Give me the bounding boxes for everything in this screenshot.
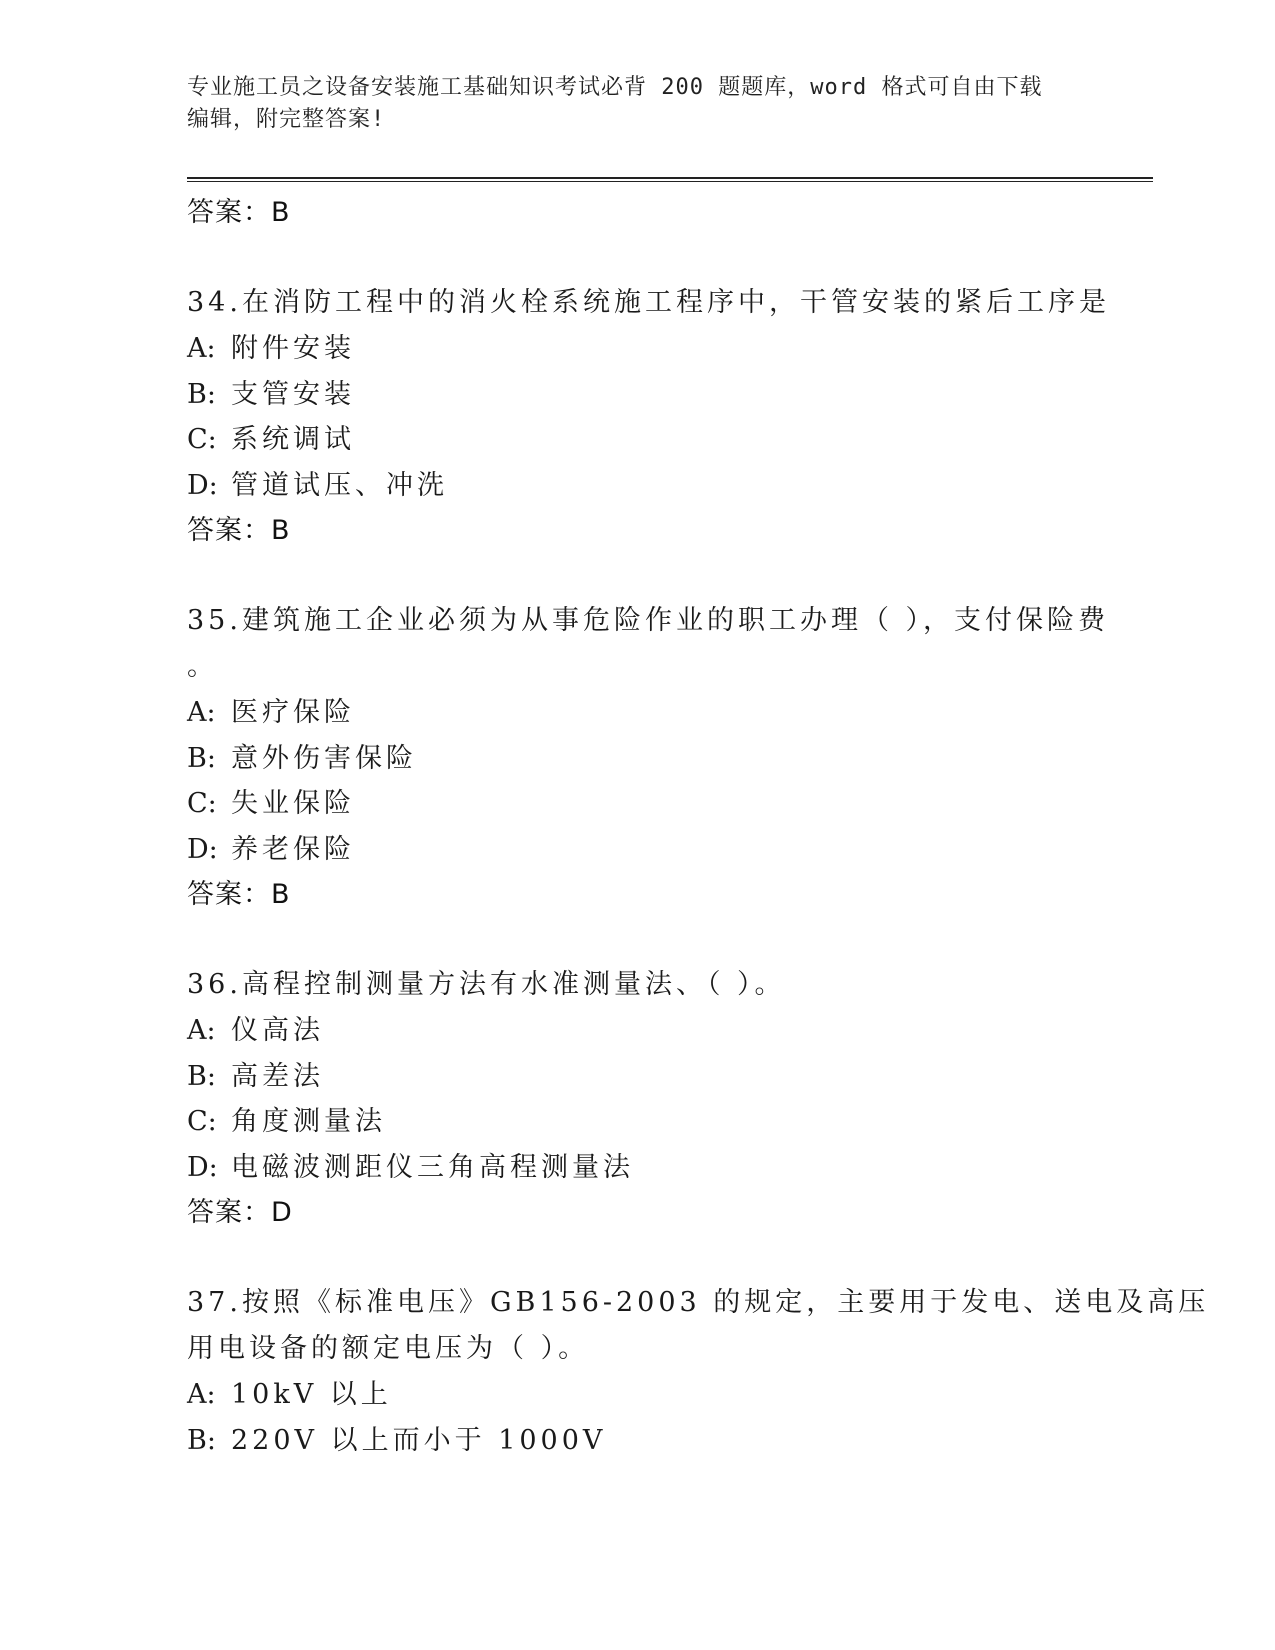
option-c	[187, 417, 1087, 463]
question-34	[187, 280, 1110, 554]
option-key: C:	[187, 424, 217, 455]
option-text: 电磁波测距仪三角高程测量法	[231, 1151, 634, 1183]
option-text: 仪高法	[231, 1015, 324, 1046]
option-text: 系统调试	[231, 424, 355, 455]
option-key: B:	[187, 742, 216, 774]
question-36	[187, 962, 1087, 1236]
option-c	[187, 781, 1087, 827]
header-divider	[187, 177, 1153, 182]
answer-line: 答案：B	[187, 515, 291, 546]
option-key: B:	[187, 1060, 216, 1092]
option-text: 附件安装	[231, 333, 355, 364]
question-stem-continued: 。	[187, 651, 218, 682]
page-header	[187, 72, 1067, 136]
header-title-line-1: 专业施工员之设备安装施工基础知识考试必背 200 题题库，word 格式可自由下载	[187, 75, 1043, 100]
option-key: A:	[187, 697, 216, 728]
option-a	[187, 1008, 1087, 1054]
option-a	[187, 1372, 1087, 1418]
option-d	[187, 827, 1087, 873]
option-b	[187, 736, 1087, 782]
answer-line: 答案：B	[187, 197, 291, 228]
option-text: 失业保险	[231, 788, 355, 819]
option-text: 角度测量法	[231, 1106, 386, 1137]
option-b	[187, 372, 1087, 418]
question-35	[187, 598, 1110, 918]
option-key: C:	[187, 788, 217, 819]
option-text: 支管安装	[231, 378, 355, 410]
question-stem: 36.高程控制测量方法有水准测量法、（ ）。	[187, 969, 786, 1000]
option-key: A:	[187, 1015, 216, 1046]
question-list	[187, 190, 1210, 1463]
option-text: 意外伤害保险	[231, 742, 417, 774]
option-text: 220V 以上而小于 1000V	[231, 1424, 607, 1456]
option-b	[187, 1054, 1087, 1100]
option-key: B:	[187, 378, 216, 410]
option-key: B:	[187, 1424, 216, 1456]
option-text: 10kV 以上	[231, 1379, 392, 1410]
option-key: C:	[187, 1106, 217, 1137]
question-stem: 35.建筑施工企业必须为从事危险作业的职工办理（ ），支付保险费	[187, 605, 1110, 636]
option-text: 高差法	[231, 1060, 324, 1092]
option-key: A:	[187, 333, 216, 364]
option-a	[187, 326, 1087, 372]
question-37	[187, 1280, 1210, 1463]
option-a	[187, 690, 1087, 736]
answer-line: 答案：B	[187, 879, 291, 910]
option-text: 管道试压、冲洗	[231, 469, 448, 501]
option-key: D:	[187, 469, 218, 501]
option-c	[187, 1099, 1087, 1145]
question-stem: 37.按照《标准电压》GB156-2003 的规定，主要用于发电、送电及高压	[187, 1287, 1210, 1318]
option-d	[187, 463, 1087, 509]
option-key: A:	[187, 1379, 216, 1410]
option-text: 医疗保险	[231, 697, 355, 728]
option-text: 养老保险	[231, 833, 355, 865]
option-key: D:	[187, 1151, 218, 1183]
option-b	[187, 1418, 1087, 1464]
option-key: D:	[187, 833, 218, 865]
question-stem: 34.在消防工程中的消火栓系统施工程序中，干管安装的紧后工序是	[187, 287, 1110, 318]
header-title-line-2: 编辑，附完整答案!	[187, 107, 386, 132]
answer-line: 答案：D	[187, 1197, 293, 1228]
question-stem-continued: 用电设备的额定电压为（ ）。	[187, 1333, 590, 1364]
option-d	[187, 1145, 1087, 1191]
